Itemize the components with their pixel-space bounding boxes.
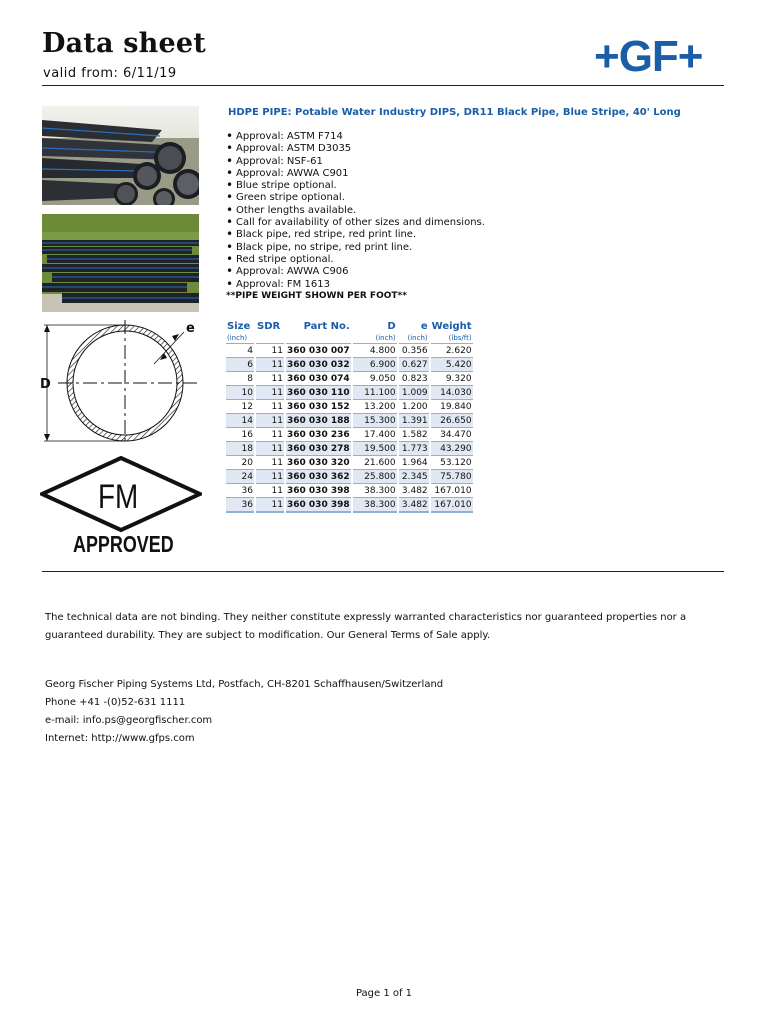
feature-list-item: • Approval: FM 1613 (226, 279, 485, 291)
cell-sdr: 11 (256, 470, 284, 484)
cell-e: 0.356 (399, 344, 429, 358)
cell-d: 17.400 (353, 428, 397, 442)
col-header-e: e (420, 321, 428, 332)
pipe-dimensions-table (224, 318, 475, 513)
cell-d: 13.200 (353, 400, 397, 414)
cell-part-no: 360 030 007 (286, 344, 351, 358)
feature-list-item: • Approval: AWWA C906 (226, 266, 485, 278)
cell-part-no: 360 030 152 (286, 400, 351, 414)
cell-size: 4 (226, 344, 254, 358)
cell-weight: 75.780 (431, 470, 473, 484)
unit-sdr (256, 332, 284, 344)
cell-e: 1.200 (399, 400, 429, 414)
cell-weight: 53.120 (431, 456, 473, 470)
contact-block (45, 676, 443, 748)
cell-part-no: 360 030 320 (286, 456, 351, 470)
cell-sdr: 11 (256, 456, 284, 470)
feature-list-item: • Red stripe optional. (226, 254, 485, 266)
cell-part-no: 360 030 110 (286, 386, 351, 400)
table-row (226, 344, 473, 358)
cell-d: 4.800 (353, 344, 397, 358)
unit-part-no (286, 332, 351, 344)
feature-list-item: • Green stripe optional. (226, 192, 485, 204)
cell-weight: 167.010 (431, 484, 473, 498)
col-header-size: Size (227, 321, 251, 332)
unit-d: (inch) (353, 332, 397, 344)
cell-sdr: 11 (256, 498, 284, 513)
cell-sdr: 11 (256, 358, 284, 372)
cell-e: 0.823 (399, 372, 429, 386)
pipe-cross-section-diagram (38, 320, 202, 442)
table-row (226, 372, 473, 386)
diagram-label-e: e (186, 321, 195, 336)
cell-size: 18 (226, 442, 254, 456)
table-row (226, 470, 473, 484)
table-row (226, 400, 473, 414)
cell-weight: 14.030 (431, 386, 473, 400)
diagram-label-d: D (40, 377, 51, 392)
gf-logo: +GF+ (594, 32, 703, 81)
feature-list-item: • Approval: ASTM D3035 (226, 143, 485, 155)
cell-d: 6.900 (353, 358, 397, 372)
table-row (226, 428, 473, 442)
disclaimer-text: The technical data are not binding. They neither constitute expressly warranted characteristics nor guaranteed properties nor a guaranteed durability. They are subject to modification. Our General Terms of Sale apply. (45, 612, 687, 641)
fm-logo-text: FM (98, 478, 139, 516)
feature-list-item: • Approval: NSF-61 (226, 156, 485, 168)
content-divider (42, 571, 724, 572)
cell-weight: 34.470 (431, 428, 473, 442)
cell-d: 25.800 (353, 470, 397, 484)
cell-weight: 19.840 (431, 400, 473, 414)
cell-size: 36 (226, 484, 254, 498)
fm-logo-approved-text: APPROVED (73, 531, 174, 557)
cell-e: 3.482 (399, 484, 429, 498)
cell-size: 8 (226, 372, 254, 386)
cell-size: 10 (226, 386, 254, 400)
cell-sdr: 11 (256, 414, 284, 428)
cell-weight: 43.290 (431, 442, 473, 456)
cell-d: 38.300 (353, 498, 397, 513)
cell-d: 19.500 (353, 442, 397, 456)
cell-weight: 2.620 (431, 344, 473, 358)
cell-e: 1.964 (399, 456, 429, 470)
cell-d: 21.600 (353, 456, 397, 470)
product-feature-list (226, 131, 485, 291)
feature-list-item: • Approval: AWWA C901 (226, 168, 485, 180)
cell-sdr: 11 (256, 344, 284, 358)
cell-sdr: 11 (256, 386, 284, 400)
cell-part-no: 360 030 278 (286, 442, 351, 456)
col-header-sdr: SDR (257, 321, 281, 332)
cell-weight: 5.420 (431, 358, 473, 372)
cell-weight: 26.650 (431, 414, 473, 428)
website-url: Internet: http://www.gfps.com (45, 733, 195, 744)
cell-size: 12 (226, 400, 254, 414)
cell-d: 9.050 (353, 372, 397, 386)
col-header-d: D (387, 321, 396, 332)
cell-sdr: 11 (256, 484, 284, 498)
cell-e: 0.627 (399, 358, 429, 372)
table-header-row (226, 318, 473, 332)
cell-part-no: 360 030 074 (286, 372, 351, 386)
cell-size: 6 (226, 358, 254, 372)
unit-size: (inch) (226, 332, 254, 344)
product-title: HDPE PIPE: Potable Water Industry DIPS, DR11 Black Pipe, Blue Stripe, 40' Long (228, 107, 681, 118)
phone-number: Phone +41 -(0)52-631 1111 (45, 697, 186, 708)
unit-e: (inch) (399, 332, 429, 344)
company-address: Georg Fischer Piping Systems Ltd, Postfach, CH-8201 Schaffhausen/Switzerland (45, 679, 444, 690)
cell-d: 11.100 (353, 386, 397, 400)
cell-d: 15.300 (353, 414, 397, 428)
feature-list-item: • Black pipe, no stripe, red print line. (226, 242, 485, 254)
cell-e: 1.582 (399, 428, 429, 442)
cell-size: 20 (226, 456, 254, 470)
cell-sdr: 11 (256, 428, 284, 442)
cell-d: 38.300 (353, 484, 397, 498)
cell-part-no: 360 030 398 (286, 484, 351, 498)
cell-part-no: 360 030 188 (286, 414, 351, 428)
page-number: Page 1 of 1 (355, 988, 413, 999)
cell-e: 1.773 (399, 442, 429, 456)
unit-weight: (lbs/ft) (431, 332, 473, 344)
pipe-photo-stack (42, 106, 199, 205)
weight-note: **PIPE WEIGHT SHOWN PER FOOT** (226, 291, 407, 301)
cell-e: 3.482 (399, 498, 429, 513)
valid-from-date: valid from: 6/11/19 (43, 66, 177, 81)
col-header-weight: Weight (431, 321, 472, 332)
cell-part-no: 360 030 032 (286, 358, 351, 372)
cell-e: 2.345 (399, 470, 429, 484)
cell-size: 16 (226, 428, 254, 442)
page-title: Data sheet (42, 28, 206, 59)
feature-list-item: • Black pipe, red stripe, red print line. (226, 229, 485, 241)
cell-part-no: 360 030 236 (286, 428, 351, 442)
feature-list-item: • Call for availability of other sizes and dimensions. (226, 217, 485, 229)
cell-sdr: 11 (256, 372, 284, 386)
table-row (226, 386, 473, 400)
col-header-part-no: Part No. (303, 321, 350, 332)
fm-approved-logo (40, 456, 202, 560)
feature-list-item: • Blue stripe optional. (226, 180, 485, 192)
cell-e: 1.009 (399, 386, 429, 400)
table-row (226, 414, 473, 428)
table-row (226, 442, 473, 456)
cell-size: 36 (226, 498, 254, 513)
email-address: e-mail: info.ps@georgfischer.com (45, 715, 213, 726)
feature-list-item: • Approval: ASTM F714 (226, 131, 485, 143)
cell-sdr: 11 (256, 442, 284, 456)
cell-size: 24 (226, 470, 254, 484)
table-row (226, 456, 473, 470)
cell-part-no: 360 030 362 (286, 470, 351, 484)
header-divider (42, 85, 724, 86)
cell-e: 1.391 (399, 414, 429, 428)
cell-size: 14 (226, 414, 254, 428)
table-row (226, 484, 473, 498)
feature-list-item: • Other lengths available. (226, 205, 485, 217)
cell-weight: 9.320 (431, 372, 473, 386)
table-units-row (226, 332, 473, 344)
cell-part-no: 360 030 398 (286, 498, 351, 513)
pipe-photo-field (42, 214, 199, 312)
table-row (226, 498, 473, 513)
cell-weight: 167.010 (431, 498, 473, 513)
cell-sdr: 11 (256, 400, 284, 414)
table-row (226, 358, 473, 372)
